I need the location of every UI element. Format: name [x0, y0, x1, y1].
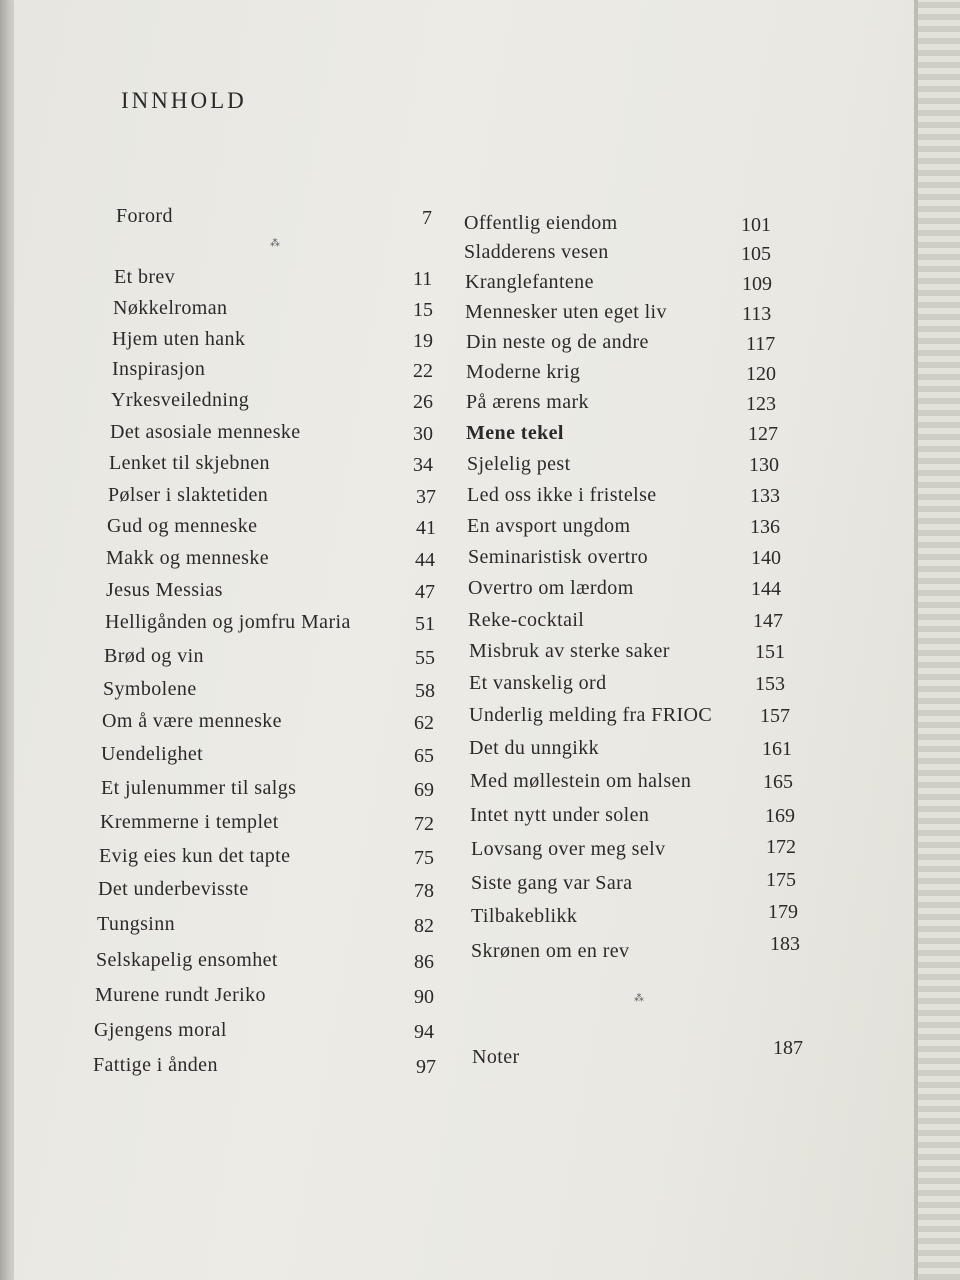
toc-entry-page-number: 72: [414, 813, 434, 835]
toc-entry-title: Med møllestein om halsen: [470, 770, 692, 792]
toc-entry-page-number: 144: [751, 578, 781, 600]
toc-entry-title: Reke-cocktail: [468, 609, 585, 631]
toc-entry-title: Gjengens moral: [94, 1019, 227, 1041]
toc-entry-title: Overtro om lærdom: [468, 577, 634, 599]
toc-entry: [101, 743, 454, 769]
toc-entry-page-number: 165: [763, 771, 793, 793]
toc-entry-page-number: 47: [415, 581, 435, 603]
toc-entry-page-number: 11: [413, 268, 433, 290]
toc-entry: [471, 933, 810, 966]
toc-entry-page-number: 153: [755, 673, 785, 695]
toc-entry: [466, 331, 786, 357]
toc-entry-page-number: 34: [413, 454, 433, 476]
toc-entry-title: Underlig melding fra FRIOC: [469, 704, 713, 726]
toc-entry-page-number: 15: [413, 299, 433, 321]
toc-entry: [468, 609, 793, 635]
toc-entry: [466, 422, 788, 448]
toc-entry-title: Tilbakeblikk: [471, 905, 578, 927]
toc-entry-page-number: 105: [741, 243, 771, 265]
toc-entry-page-number: 172: [766, 836, 796, 858]
toc-entry-page-number: 86: [414, 951, 434, 973]
toc-entry: [93, 1054, 456, 1080]
section-separator: ⁂: [634, 993, 644, 1004]
toc-entry-page-number: 22: [413, 360, 433, 382]
toc-entry-page-number: 90: [414, 986, 434, 1008]
toc-entry-page-number: 94: [414, 1021, 434, 1043]
toc-entry: [468, 577, 791, 603]
toc-entry-title: Forord: [116, 205, 173, 227]
toc-entry: [471, 869, 806, 898]
toc-entry-title: Det du unngikk: [469, 737, 600, 759]
toc-entry-page-number: 75: [414, 847, 434, 869]
toc-entry: [106, 579, 455, 605]
toc-entry-page-number: 179: [768, 901, 798, 923]
toc-entry: [96, 949, 454, 975]
toc-entry: [95, 984, 454, 1010]
toc-entry-page-number: 151: [755, 641, 785, 663]
toc-entry-title: Murene rundt Jeriko: [95, 984, 266, 1006]
toc-entry-title: Tungsinn: [97, 913, 176, 935]
toc-entry: [470, 770, 803, 796]
toc-entry-title: Et vanskelig ord: [469, 672, 607, 694]
toc-entry-page-number: 133: [750, 485, 780, 507]
toc-entry: [98, 878, 454, 904]
toc-entry-title: Skrønen om en rev: [471, 940, 630, 962]
toc-entry: [107, 515, 456, 541]
toc-entry-title: Det underbevisste: [98, 878, 249, 900]
toc-entry-title: Mennesker uten eget liv: [465, 301, 667, 323]
toc-entry-page-number: 140: [751, 547, 781, 569]
toc-entry: [101, 777, 454, 803]
toc-entry-title: Makk og menneske: [106, 547, 270, 569]
toc-entry: [102, 710, 454, 736]
toc-entry-title: Offentlig eiendom: [464, 212, 618, 234]
toc-entry-page-number: 113: [742, 303, 772, 325]
toc-entry-title: Uendelighet: [101, 743, 204, 765]
toc-entry-page-number: 117: [746, 333, 776, 355]
toc-entry: [113, 297, 453, 323]
toc-entry-page-number: 101: [741, 214, 771, 236]
toc-entry-title: Lovsang over meg selv: [471, 838, 666, 860]
toc-entry-title: Jesus Messias: [106, 579, 223, 601]
toc-entry-title: Brød og vin: [104, 645, 204, 667]
toc-entry-title: Mene tekel: [466, 422, 564, 444]
toc-entry: [103, 678, 455, 704]
toc-entry-title: Led oss ikke i fristelse: [467, 484, 657, 506]
toc-entry-page-number: 120: [746, 363, 776, 385]
toc-entry-page-number: 82: [414, 915, 434, 937]
toc-entry-page-number: 55: [415, 647, 435, 669]
toc-entry-page-number: 157: [760, 705, 790, 727]
toc-entry-page-number: 187: [773, 1037, 803, 1059]
toc-entry: [466, 391, 786, 417]
toc-entry: [469, 704, 800, 730]
toc-entry-page-number: 26: [413, 391, 433, 413]
toc-entry-title: Helligånden og jomfru Maria: [105, 611, 351, 633]
toc-entry: [471, 901, 808, 931]
book-spine-shadow: [0, 0, 14, 1280]
toc-entry-page-number: 69: [414, 779, 434, 801]
toc-entry: [106, 547, 455, 573]
toc-entry-title: Et brev: [114, 266, 176, 288]
toc-entry: [465, 301, 782, 327]
toc-entry-page-number: 136: [750, 516, 780, 538]
toc-entry-page-number: 169: [765, 805, 795, 827]
toc-entry-title: Et julenummer til salgs: [101, 777, 297, 799]
toc-entry: [470, 804, 805, 830]
toc-entry-title: Moderne krig: [466, 361, 581, 383]
toc-entry: [469, 737, 802, 763]
toc-entry-title: Hjem uten hank: [112, 328, 246, 350]
toc-entry-title: Din neste og de andre: [466, 331, 649, 353]
toc-entry-title: Misbruk av sterke saker: [469, 640, 670, 662]
toc-entry: [467, 484, 790, 510]
page-edge-stack: [914, 0, 960, 1280]
toc-entry: [467, 453, 789, 479]
toc-entry: [468, 546, 791, 572]
toc-entry: [472, 1037, 813, 1072]
toc-entry-title: Pølser i slaktetiden: [108, 484, 269, 506]
toc-entry-title: Inspirasjon: [112, 358, 206, 380]
toc-entry-page-number: 37: [416, 486, 436, 508]
toc-entry: [97, 913, 454, 939]
toc-entry: [116, 205, 462, 231]
toc-entry-title: Symbolene: [103, 678, 197, 700]
toc-entry-page-number: 51: [415, 613, 435, 635]
toc-entry-title: Siste gang var Sara: [471, 872, 633, 894]
toc-entry: [464, 241, 781, 267]
toc-entry: [471, 838, 806, 864]
toc-entry: [111, 389, 453, 415]
toc-entry-title: Intet nytt under solen: [470, 804, 650, 826]
toc-entry-page-number: 19: [413, 330, 433, 352]
toc-entry: [100, 811, 454, 837]
section-separator: ⁂: [270, 238, 280, 249]
toc-entry: [467, 515, 790, 541]
toc-entry: [99, 845, 454, 871]
toc-entry-title: På ærens mark: [466, 391, 589, 413]
toc-entry: [109, 452, 453, 478]
toc-entry: [464, 212, 781, 238]
toc-entry-title: Kranglefantene: [465, 271, 594, 293]
toc-entry-title: Fattige i ånden: [93, 1054, 218, 1076]
toc-entry-title: En avsport ungdom: [467, 515, 631, 537]
page-title: INNHOLD: [121, 88, 247, 113]
toc-entry-title: Sladderens vesen: [464, 241, 609, 263]
toc-entry-page-number: 161: [762, 738, 792, 760]
toc-entry-title: Seminaristisk overtro: [468, 546, 649, 568]
toc-entry-page-number: 97: [416, 1056, 436, 1078]
toc-entry-title: Noter: [472, 1046, 520, 1068]
toc-entry-title: Yrkesveiledning: [111, 389, 250, 411]
toc-entry-title: Lenket til skjebnen: [109, 452, 270, 474]
toc-entry-page-number: 30: [413, 423, 433, 445]
toc-entry: [108, 484, 456, 510]
toc-entry-page-number: 127: [748, 423, 778, 445]
toc-entry-page-number: 123: [746, 393, 776, 415]
toc-entry-page-number: 65: [414, 745, 434, 767]
toc-entry-page-number: 78: [414, 880, 434, 902]
toc-entry: [112, 328, 453, 354]
toc-entry: [110, 421, 453, 447]
toc-entry-title: Nøkkelroman: [113, 297, 228, 319]
toc-entry: [94, 1019, 454, 1045]
toc-entry: [105, 611, 455, 637]
toc-entry-title: Sjelelig pest: [467, 453, 571, 475]
toc-entry: [469, 640, 795, 666]
toc-entry: [112, 358, 453, 384]
toc-entry-title: Det asosiale menneske: [110, 421, 301, 443]
toc-entry-page-number: 44: [415, 549, 435, 571]
toc-entry: [469, 672, 795, 698]
toc-entry-page-number: 62: [414, 712, 434, 734]
toc-entry-title: Kremmerne i templet: [100, 811, 279, 833]
toc-entry-page-number: 183: [770, 933, 800, 955]
toc-entry-page-number: 41: [416, 517, 436, 539]
toc-entry-title: Om å være menneske: [102, 710, 282, 732]
toc-entry: [466, 361, 786, 387]
toc-entry-title: Gud og menneske: [107, 515, 258, 537]
toc-entry-page-number: 130: [749, 454, 779, 476]
toc-entry-page-number: 147: [753, 610, 783, 632]
toc-entry: [465, 271, 782, 297]
toc-entry-page-number: 175: [766, 869, 796, 891]
toc-entry-title: Evig eies kun det tapte: [99, 845, 291, 867]
toc-entry-page-number: 58: [415, 680, 435, 702]
toc-entry-page-number: 7: [422, 207, 432, 229]
toc-entry-title: Selskapelig ensomhet: [96, 949, 278, 971]
toc-entry-page-number: 109: [742, 273, 772, 295]
toc-entry: [104, 645, 455, 671]
toc-entry: [114, 266, 453, 292]
